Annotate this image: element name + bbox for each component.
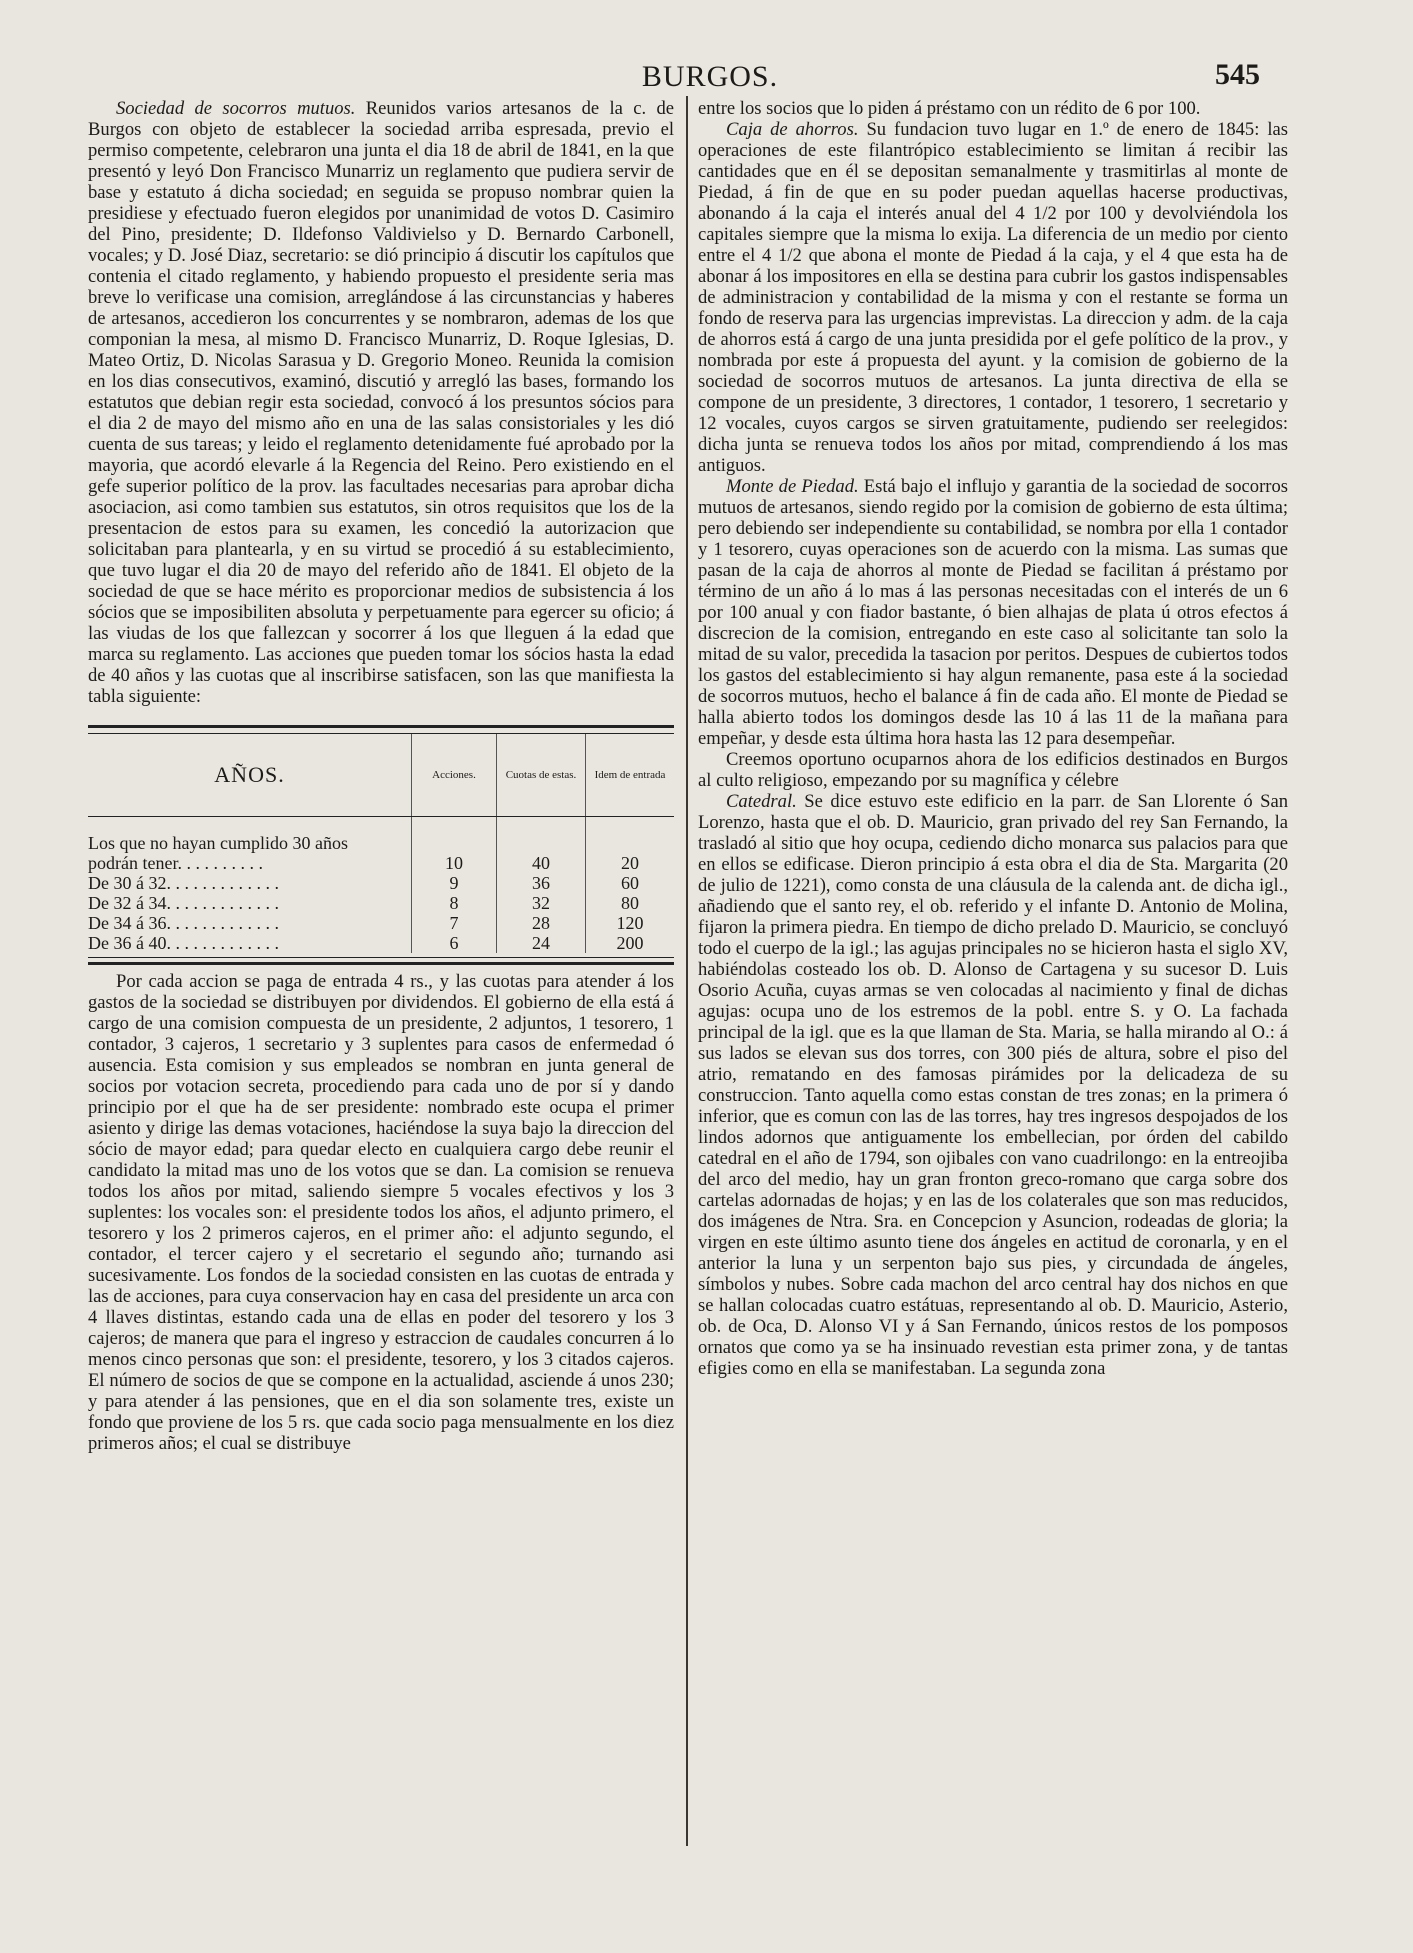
row-label: De 30 á 32. . . . . . . . . . . . . — [88, 873, 279, 893]
paragraph-catedral — [698, 791, 1288, 1379]
cell-entrada: 120 — [586, 913, 675, 933]
header-anos: AÑOS. — [88, 734, 412, 817]
table-top-rule — [88, 725, 674, 734]
cell-entrada: 20 — [586, 853, 675, 873]
paragraph-text: Reunidos varios artesanos de la c. de Burgos con objeto de establecer la sociedad arriba espresada, previo el permiso competente, celebraron una junta el dia 18 de abril de 1841, en la que presentó y leyó Don Francisco Munarriz un reglamento que pudiera servir de base y estatuto á dicha sociedad; en seguida se propuso nombrar quien la presidiese y efectuado fueron elegidos por unanimidad de votos D. Casimiro del Pino, presidente; D. Ildefonso Valdivielso y D. Bernardo Carbonell, vocales; y D. José Diaz, secretario: se dió principio á discutir los capítulos que contenia el citado reglamento, y habiendo propuesto el presidente seria mas breve lo verificase una comision, arreglándose á las circunstancias y haberes de artesanos, accedieron los concurrentes y se nombraron, ademas de los que componian la mesa, al mismo D. Francisco Munarriz, D. Roque Iglesias, D. Mateo Ortiz, D. Nicolas Sarasua y D. Gregorio Moneo. Reunida la comision en los dias consecutivos, examinó, discutió y arregló las bases, formando los estatutos que debian regir esta sociedad, convocó á los presuntos sócios para el dia 2 de mayo del mismo año en una de las salas consistoriales y les dió cuenta de sus tareas; y leido el reglamento detenidamente fué aprobado por la mayoria, que acordó elevarle á la Regencia del Reino. Pero existiendo en el gefe superior político de la prov. las facultades necesarias para aprobar dicha asociacion, asi como tambien sus estatutos, sin otros requisitos que los de la presentacion de estos para su examen, les concedió la autorizacion que solicitaban para plantearla, y en su virtud se procedió á su establecimiento, que tuvo lugar el dia 20 de mayo del referido año de 1841. El objeto de la sociedad de que se hace mérito es proporcionar medios de subsistencia á los sócios que se imposibiliten absoluta y perpetuamente para egercer su oficio; á las viudas de los que fallezcan y socorrer á los que lleguen á la edad que marca su reglamento. Las acciones que pueden tomar los sócios hasta la edad de 40 años y las cuotas que al inscribirse satisfacen, son las que manifiesta la tabla siguiente: — [88, 98, 675, 707]
table-header-row — [88, 734, 674, 817]
row-label: Los que no hayan cumplido 30 años — [88, 833, 348, 853]
paragraph-text: Está bajo el influjo y garantia de la sociedad de socorros mutuos de artesanos, siendo regido por la comision de gobierno de esta última; pero debiendo ser independiente su contabilidad, se nombra por ella 1 contador y 1 tesorero, cuyas operaciones son de acuerdo con la misma. Las sumas que pasan de la caja de ahorros al monte de Piedad se facilitan á préstamo por término de un año á lo mas á las personas necesitadas con el interés de un 6 por 100 anual y con fiador bastante, ó bien alhajas de plata ú otros efectos á discrecion de la comision, entregando en este caso al solicitante tan solo la mitad de su valor, precedida la tasacion por peritos. Despues de cubiertos todos los gastos del establecimiento si hay algun remanente, pasa este á la sociedad de socorros mutuos, hecho el balance á fin de cada año. El monte de Piedad se halla abierto todos los domingos desde las 10 á las 11 de la mañana para empeñar, y desde esta última hora hasta las 12 para desempeñar. — [698, 476, 1288, 749]
header-cuotas: Cuotas de estas. — [497, 734, 586, 817]
paragraph-text: Su fundacion tuvo lugar en 1.º de enero de 1845: las operaciones de este filantrópico establecimiento se limitan á recibir las cantidades que en él se depositan semanalmente y trasmitirlas al monte de Piedad, á fin de que en su poder puedan aquellas hacerse productivas, abonando á la caja el interés anual del 4 1/2 por 100 y devolviéndola los capitales siempre que la misma lo exija. La diferencia de un medio por ciento entre el 4 1/2 que abona el monte de Piedad á la caja, y el 4 que esta ha de abonar á los impositores en ella se destina para cubrir los gastos indispensables de administracion y contabilidad de la misma y con el restante se forma un fondo de reserva para las urgencias imprevistas. La direccion y adm. de la caja de ahorros está á cargo de una junta presidida por el gefe político de la prov., y nombrada por este á propuesta del ayunt. y la comision de gobierno de la sociedad de socorros mutuos de artesanos. La junta directiva de ella se compone de un presidente, 3 directores, 1 contador, 1 tesorero, 1 secretario y 12 vocales, cuyos cargos se sirven gratuitamente, pudiendo ser reelegidos: dicha junta se renueva todos los años por mitad, comprendiendo á los mas antiguos. — [698, 119, 1288, 476]
cell-cuotas: 40 — [497, 853, 586, 873]
row-label: De 36 á 40. . . . . . . . . . . . . — [88, 933, 279, 953]
paragraph-continuation: entre los socios que lo piden á préstamo con un rédito de 6 por 100. — [698, 98, 1201, 119]
cell-entrada: 60 — [586, 873, 675, 893]
paragraph-edificios: Creemos oportuno ocuparnos ahora de los edificios destinados en Burgos al culto religioso, empezando por su magnífica y célebre — [698, 749, 1288, 791]
table-bottom-rule — [88, 957, 674, 965]
page-number: 545 — [1215, 58, 1260, 91]
table-body — [88, 817, 674, 954]
paragraph-caja — [698, 119, 1288, 476]
paragraph-monte — [698, 476, 1288, 749]
right-column — [698, 98, 1288, 1379]
section-head-monte: Monte de Piedad. — [726, 476, 859, 497]
section-head-caja: Caja de ahorros. — [726, 119, 859, 140]
cell-entrada: 80 — [586, 893, 675, 913]
row-label: De 34 á 36. . . . . . . . . . . . . — [88, 913, 279, 933]
table-row — [88, 893, 674, 913]
table-row — [88, 853, 674, 873]
column-divider — [686, 96, 688, 1846]
paragraph-accion: Por cada accion se paga de entrada 4 rs., y las cuotas para atender á los gastos de la sociedad se distribuyen por dividendos. El gobierno de ella está á cargo de una comision compuesta de un presidente, 2 adjuntos, 1 tesorero, 1 contador, 3 cajeros, 1 secretario y 3 suplentes para casos de enfermedad ó ausencia. Esta comision y sus empleados se nombran en junta general de socios por votacion secreta, procediendo para cada uno de por sí y dando principio por el que ha de ser presidente: nombrado este ocupa el primer asiento y dirige las demas votaciones, haciéndose la suya bajo la direccion del sócio de mayor edad; para quedar electo en cualquiera cargo debe reunir el candidato la mitad mas uno de los votos que se dan. La comision se renueva todos los años por mitad, saliendo siempre 5 vocales efectivos y los 3 suplentes: los vocales son: el presidente todos los años, el adjunto primero, el tesorero y los 2 primeros cajeros, en el primer año: el adjunto segundo, el contador, el tercer cajero y el secretario el segundo año; turnando asi sucesivamente. Los fondos de la sociedad consisten en las cuotas de entrada y las de acciones, para cuya conservacion hay en casa del presidente un arca con 4 llaves distintas, estando cada una de ellas en poder del tesorero y los 3 cajeros; de manera que para el ingreso y estraccion de caudales concurren á lo menos cinco personas que son: el presidente, tesorero, y los 3 citados cajeros. El número de socios de que se compone en la actualidad, asciende á unos 230; y para atender á las pensiones, que en el dia son solamente tres, existe un fondo que proviene de los 5 rs. que cada socio paga mensualmente en los diez primeros años; el cual se distribuye — [88, 971, 674, 1454]
cell-cuotas: 24 — [497, 933, 586, 953]
header-entrada: Idem de entrada — [586, 734, 675, 817]
table-row — [88, 933, 674, 953]
table-row-intro — [88, 817, 674, 854]
cuotas-table — [88, 734, 674, 953]
row-label: De 32 á 34. . . . . . . . . . . . . — [88, 893, 279, 913]
table-row — [88, 913, 674, 933]
table-row — [88, 873, 674, 893]
cell-acciones: 10 — [412, 853, 497, 873]
header-acciones: Acciones. — [412, 734, 497, 817]
row-label: podrán tener. . . . . . . . . . — [88, 853, 263, 873]
section-head-sociedad: Sociedad de socorros mutuos. — [116, 98, 356, 119]
paragraph-text: Se dice estuvo este edificio en la parr. de San Llorente ó San Lorenzo, hasta que el ob. D. Mauricio, gran privado del rey San Fernando, la trasladó al sitio que hoy ocupa, cediendo dicho monarca sus palacios para que en ellos se edificase. Dieron principio á esta obra el dia de Sta. Margarita (20 de julio de 1221), como consta de una cláusula de la calenda ant. de dicha igl., añadiendo que el santo rey, el ob. referido y el infante D. Antonio de Molina, fijaron la primera piedra. En tiempo de dicho prelado D. Mauricio, se concluyó todo el cuerpo de la igl.; las agujas principales no se hicieron hasta el siglo XV, habiéndolas costeado los ob. D. Alonso de Cartagena y su sucesor D. Luis Osorio Acuña, cuyas armas se ven colocadas al nacimiento y final de dichas agujas: ocupa uno de los estremos de la pobl. entre S. y O. La fachada principal de la igl. que es la que llaman de Sta. Maria, se halla mirando al O.: á sus lados se elevan sus dos torres, con 300 piés de altura, sobre el piso del atrio, rematando en des famosas pirámides por la delicadeza de su construccion. Tanto aquella como estas constan de tres zonas; en la primera ó inferior, que es comun con las de las torres, hay tres ingresos despojados de los lindos adornos que antiguamente los embellecian, por órden del cabildo catedral en el año de 1794, son ojibales con vano cuadrilongo: en la entreojiba del arco del medio, hay un gran fronton greco-romano que carga sobre dos cartelas adornadas de hojas; y en las de los colaterales que son mas reducidos, dos imágenes de Ntra. Sra. en Concepcion y Asuncion, rodeadas de gloria; la virgen en este último asunto tiene dos ángeles en actitud de coronarla, y en el anterior la luna y un serpenton bajo sus pies, y circundada de ángeles, símbolos y nubes. Sobre cada machon del arco central hay dos nichos en que se hallan colocadas cuatro estátuas, representando al ob. D. Mauricio, Asterio, ob. de Oca, D. Alonso VI y á San Fernando, únicos restos de los pomposos ornatos que como ya se ha insinuado revestian esta primer zona, y de tantas efigies como en ella se manifestaban. La segunda zona — [698, 791, 1288, 1379]
cell-acciones: 7 — [412, 913, 497, 933]
section-head-catedral: Catedral. — [726, 791, 797, 812]
cell-cuotas: 36 — [497, 873, 586, 893]
cell-cuotas: 32 — [497, 893, 586, 913]
cell-acciones: 6 — [412, 933, 497, 953]
cell-acciones: 8 — [412, 893, 497, 913]
running-title: BURGOS. — [641, 60, 779, 93]
cell-acciones: 9 — [412, 873, 497, 893]
cuotas-table-wrapper — [88, 725, 674, 965]
cell-entrada: 200 — [586, 933, 675, 953]
left-column — [88, 98, 674, 1454]
paragraph-sociedad — [88, 98, 674, 707]
cell-cuotas: 28 — [497, 913, 586, 933]
